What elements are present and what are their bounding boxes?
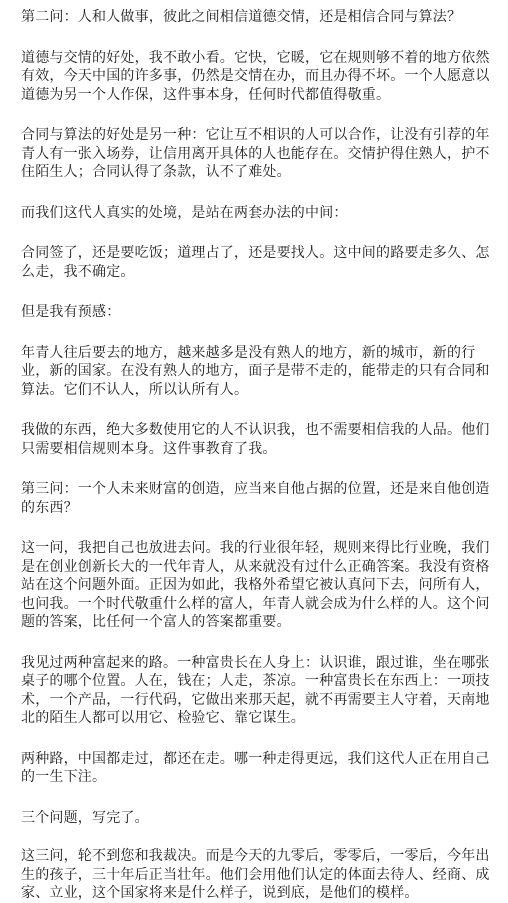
paragraph-morality-benefits: 道德与交情的好处，我不敢小看。它快，它暖，它在规则够不着的地方依然有效，今天中国的许多事，仍然是交情在办，而且办得不坏。一个人愿意以道德为另一个人作保，这件事本身，任何时代都值得敬重。: [21, 49, 490, 103]
paragraph-young-future: 年青人往后要去的地方，越来越多是没有熟人的地方，新的城市，新的行业，新的国家。在没有熟人的地方，面子是带不走的，能带走的只有合同和算法。它们不认人，所以认所有人。: [21, 344, 490, 398]
paragraph-question-two: 第二问：人和人做事，彼此之间相信道德交情，还是相信合同与算法？: [21, 9, 462, 25]
paragraph-two-paths: 我见过两种富起来的路。一种富贵长在人身上：认识谁，跟过谁，坐在哪张桌子的哪个位置。人在，钱在；人走，茶凉。一种富贵长在东西上：一项技术，一个产品，一行代码，它做出来那天起，就不再需要主人守着，天南地北的陌生人都可以用它、检验它、靠它谋生。: [21, 654, 490, 726]
paragraph-generation-situation: 而我们这代人真实的处境，是站在两套办法的中间：: [21, 204, 348, 221]
paragraph-china-paths: 两种路，中国都走过，都还在走。哪一种走得更远，我们这代人正在用自己的一生下注。: [21, 750, 490, 785]
paragraph-premonition: 但是我有预感：: [21, 304, 121, 320]
paragraph-question-three: 第三问：一个人未来财富的创造，应当来自他占据的位置，还是来自他创造的东西？: [21, 481, 490, 516]
paragraph-three-questions-done: 三个问题，写完了。: [21, 809, 149, 826]
paragraph-contract-benefits: 合同与算法的好处是另一种：它让互不相识的人可以合作，让没有引荐的年青人有一张入场券，让信用离开具体的人也能存在。交情护得住熟人，护不住陌生人；合同认得了条款，认不了难处。: [21, 127, 490, 180]
paragraph-uncertainty: 合同签了，还是要吃饭；道理占了，还是要找人。这中间的路要走多久、怎么走，我不确定。: [21, 245, 490, 280]
paragraph-rules-lesson: 我做的东西，绝大多数使用它的人不认识我，也不需要相信我的人品。他们只需要相信规则本身。这件事教育了我。: [21, 422, 490, 457]
paragraph-self-question: 这一问，我把自己也放进去问。我的行业很年轻，规则来得比行业晚，我们是在创业创新长大的一代年青人，从来就没有过什么正确答案。我没有资格站在这个问题外面。正因为如此，我格外希望它被认真问下去，问所有人，也问我。一个时代敬重什么样的富人，年青人就会成为什么样的人。这个问题的答案，比任何一个富人的答案都重要。: [21, 540, 490, 630]
paragraph-conclusion: 这三问，轮不到您和我裁决。而是今天的九零后，零零后，一零后，今年出生的孩子，三十年后正当壮年。他们会用他们认定的体面去待人、经商、成家、立业，这个国家将来是什么样子，说到底，是他们的模样。: [21, 848, 490, 901]
